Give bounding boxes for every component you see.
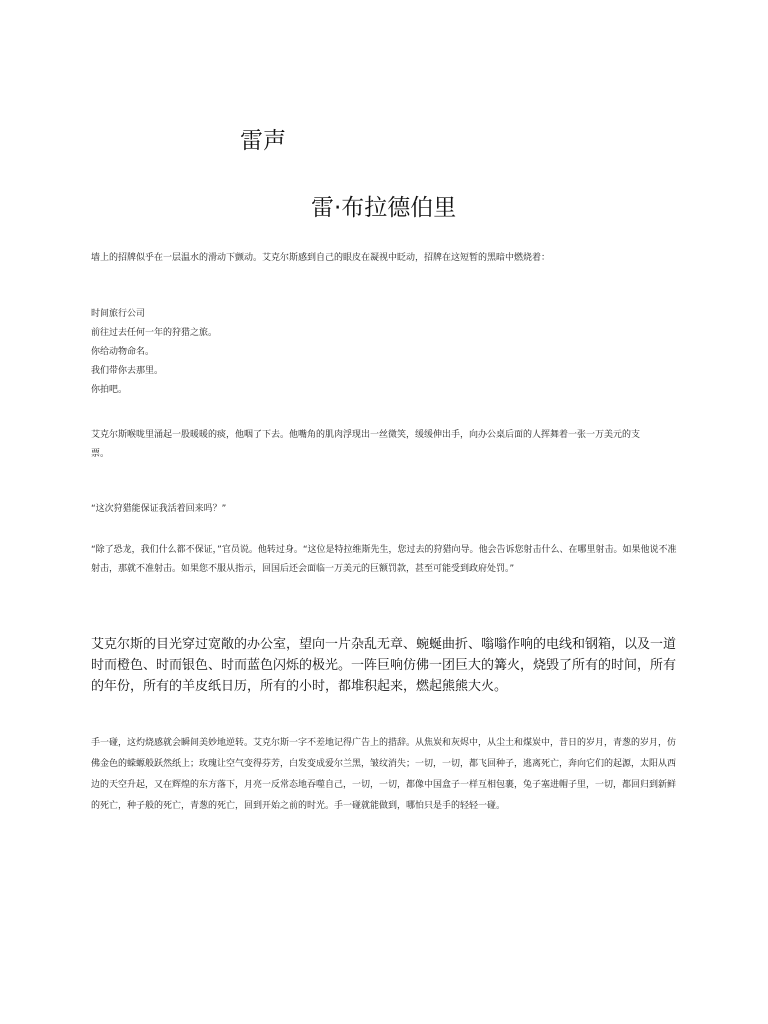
- sign-line: 你给动物命名。: [91, 347, 155, 357]
- sign-line: 前往过去任何一年的狩猎之旅。: [91, 328, 218, 338]
- paragraph-answer: “除了恐龙，我们什么都不保证，”官员说。他转过身。“这位是特拉维斯先生，您过去的狩猎向导。他会告诉您射击什么、在哪里射击。如果他说不准射击，那就不准射击。如果您不服从指示，回国后还会面临一万美元的巨额罚款，甚至可能受到政府处罚。”: [91, 545, 677, 574]
- sign-line: 你拍吧。: [91, 385, 128, 395]
- paragraph-gaze: 艾克尔斯的目光穿过宽敞的办公室，望向一片杂乱无章、蜿蜒曲折、嗡嗡作响的电线和钢箱，以及一道时而橙色、时而银色、时而蓝色闪烁的极光。一阵巨响仿佛一团巨大的篝火，烧毁了所有的时间，所有的年份，所有的羊皮纸日历，所有的小时，都堆积起来，燃起熊熊大火。: [91, 637, 677, 694]
- sign-line: 时间旅行公司: [91, 309, 146, 319]
- paragraph-question: “这次狩猎能保证我活着回来吗？”: [91, 504, 227, 514]
- sign-line: 我们带你去那里。: [91, 366, 164, 376]
- sign-text: [91, 305, 217, 400]
- paragraph-intro: 墙上的招牌似乎在一层温水的滑动下颤动。艾克尔斯感到自己的眼皮在凝视中眨动，招牌在这短暂的黑暗中燃烧着：: [91, 253, 551, 263]
- paragraph-throat: 艾克尔斯喉咙里涌起一股暖暖的痰，他咽了下去。他嘴角的肌肉浮现出一丝微笑，缓缓伸出手，向办公桌后面的人挥舞着一张一万美元的支票。: [91, 430, 641, 459]
- author-name: 雷·布拉德伯里: [311, 195, 457, 221]
- paragraph-touch: 手一碰，这灼烧感就会瞬间美妙地逆转。艾克尔斯一字不差地记得广告上的措辞。从焦炭和灰烬中，从尘土和煤炭中，昔日的岁月，青葱的岁月，仿佛金色的蝾螈般跃然纸上；玫瑰让空气变得芬芳，白发变成爱尔兰黑，皱纹消失；一切，一切，都飞回种子，逃离死亡，奔向它们的起源，太阳从西边的天空升起，又在辉煌的东方落下，月亮一反常态地吞噬自己，一切，一切，都像中国盒子一样互相包裹，兔子塞进帽子里，一切，都回归到新鲜的死亡，种子般的死亡，青葱的死亡，回到开始之前的时光。手一碰就能做到，哪怕只是手的轻轻一碰。: [91, 738, 677, 811]
- story-title: 雷声: [240, 128, 286, 154]
